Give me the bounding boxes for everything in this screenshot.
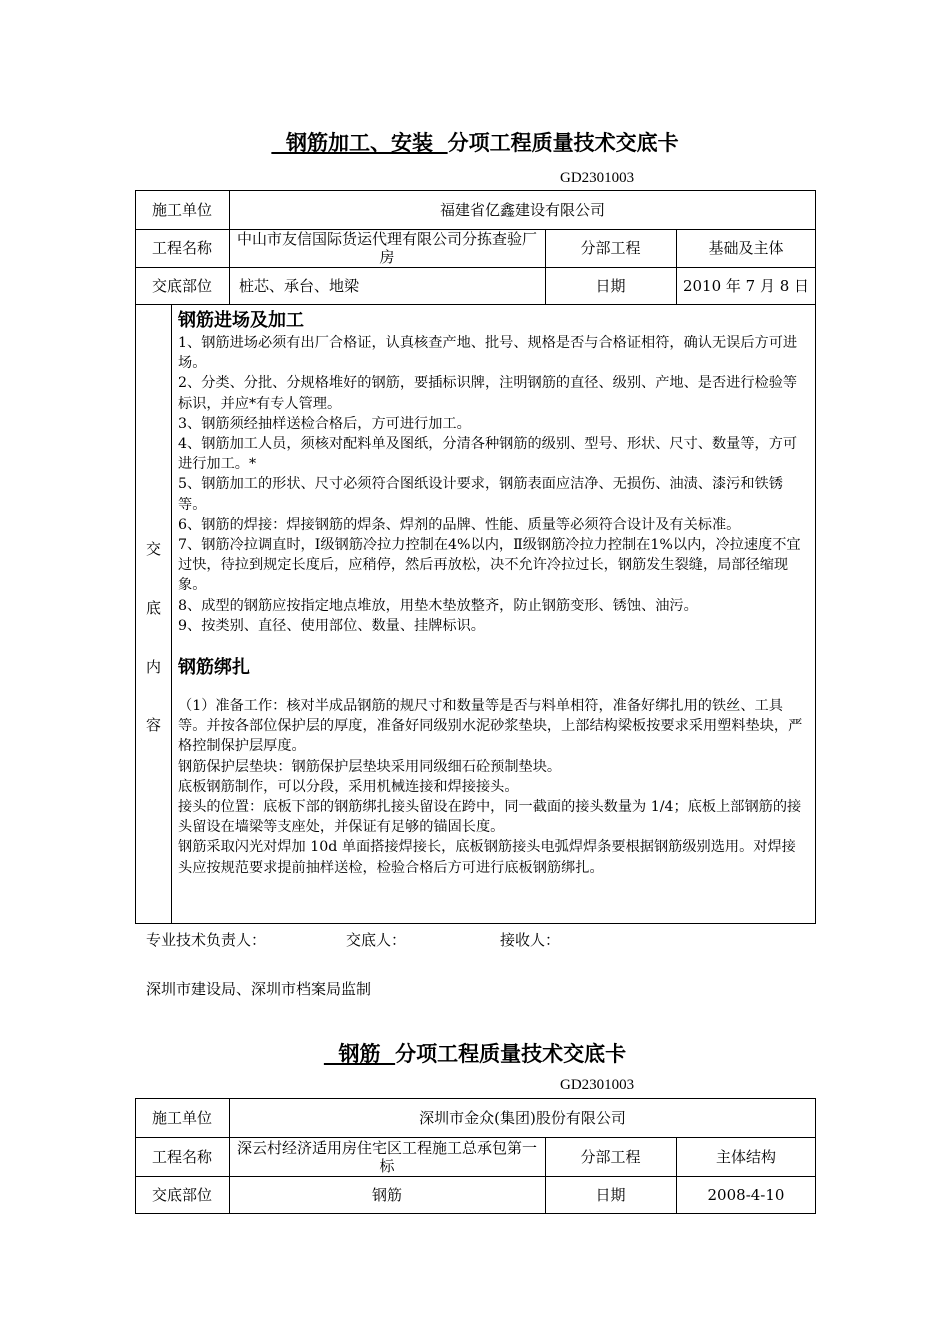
card2-title-blank: 钢筋	[338, 1042, 381, 1066]
card1-row2-sub-value: 基础及主体	[708, 239, 784, 257]
list-item: 7、钢筋冷拉调直时，Ⅰ级钢筋冷拉力控制在4%以内，Ⅱ级钢筋冷拉力控制在1%以内，冷拉速度不宜过快，待拉到规定长度后，应稍停，然后再放松，决不允许冷拉过长，钢筋发生裂缝，局部径缩现象。	[178, 537, 801, 594]
card2-row1-value: 深圳市金众(集团)股份有限公司	[419, 1108, 626, 1127]
sig-receiver: 接收人：	[500, 931, 561, 949]
sig-tech-lead: 专业技术负责人：	[146, 931, 267, 949]
card1-code: GD2301003	[560, 170, 635, 186]
card1-row3-date-value: 2010 年 7 月 8 日	[682, 276, 810, 295]
list-item: 2、分类、分批、分规格堆好的钢筋，要插标识牌，注明钢筋的直径、级别、产地、是否进行检验等标识，并应*有专人管理。	[178, 375, 798, 412]
card1-row1-label: 施工单位	[151, 200, 212, 219]
list-item: 5、钢筋加工的形状、尺寸必须符合图纸设计要求，钢筋表面应洁净、无损伤、油渍、漆污和铁锈等。	[178, 476, 783, 513]
list-item: 1、钢筋进场必须有出厂合格证，认真核查产地、批号、规格是否与合格证相符，确认无误后方可进场。	[178, 335, 798, 372]
card1-row3-date-label: 日期	[595, 276, 626, 295]
card1-title-rest: 分项工程质量技术交底卡	[447, 131, 679, 155]
supervision-note: 深圳市建设局、深圳市档案局监制	[146, 980, 372, 998]
card2-row2-sub-value: 主体结构	[715, 1147, 776, 1166]
card1-row3-label: 交底部位	[151, 276, 212, 295]
list-item: 接头的位置：底板下部的钢筋绑扎接头留设在跨中，同一截面的接头数量为 1/4；底板上部钢筋的接头留设在墙梁等支座处，并保证有足够的锚固长度。	[178, 799, 802, 836]
card2-row1-label: 施工单位	[151, 1108, 212, 1127]
card1-section1	[178, 309, 808, 636]
card1-row2-label: 工程名称	[151, 239, 212, 257]
card2-row2-sub-label: 分部工程	[580, 1147, 641, 1166]
list-item: 3、钢筋须经抽样送检合格后，方可进行加工。	[178, 415, 471, 432]
card2-row3-date-label: 日期	[595, 1186, 626, 1204]
card1-title-blank: 钢筋加工、安装	[286, 131, 433, 155]
list-item: 底板钢筋制作，可以分段，采用机械连接和焊接接头。	[178, 778, 519, 795]
card1-row1-value: 福建省亿鑫建设有限公司	[439, 200, 605, 219]
card1-section1-heading: 钢筋进场及加工	[178, 310, 304, 331]
list-item: 9、按类别、直径、使用部位、数量、挂牌标识。	[178, 617, 485, 634]
card2-row3-date-value: 2008-4-10	[707, 1186, 785, 1204]
list-item: 8、成型的钢筋应按指定地点堆放，用垫木垫放整齐，防止钢筋变形、锈蚀、油污。	[178, 597, 698, 614]
list-item: （1）准备工作：核对半成品钢筋的规尺寸和数量等是否与料单相符，准备好绑扎用的铁丝、工具等。并按各部位保护层的厚度，准备好同级别水泥砂浆垫块，上部结构梁板按要求采用塑料垫块，严格控制保护层厚度。	[178, 698, 803, 755]
card1-section2	[178, 656, 808, 878]
card2-title-rest: 分项工程质量技术交底卡	[395, 1042, 627, 1066]
list-item: 6、钢筋的焊接：焊接钢筋的焊条、焊剂的品牌、性能、质量等必须符合设计及有关标准。	[178, 516, 741, 533]
card1-section2-heading: 钢筋绑扎	[178, 657, 250, 678]
card2-row2-value: 深云村经济适用房住宅区工程施工总承包第一标	[236, 1138, 537, 1175]
card2-title	[0, 1038, 950, 1068]
card1-row2-value: 中山市友信国际货运代理有限公司分拣查验厂房	[236, 230, 537, 266]
card1-row3-value: 桩芯、承台、地梁	[239, 276, 360, 295]
list-item: 4、钢筋加工人员，须核对配料单及图纸，分清各种钢筋的级别、型号、形状、尺寸、数量等，方可进行加工。*	[178, 436, 798, 473]
card2-row3-value: 钢筋	[371, 1186, 402, 1204]
card1-row2-sub-label: 分部工程	[580, 239, 641, 257]
list-item: 钢筋采取闪光对焊加 10d 单面搭接焊接长，底板钢筋接头电弧焊焊条要根据钢筋级别选用。对焊接头应按规范要求提前抽样送检，检验合格后方可进行底板钢筋绑扎。	[178, 839, 796, 876]
sig-giver: 交底人：	[346, 931, 407, 949]
card2-code: GD2301003	[560, 1077, 635, 1093]
card2-row3-label: 交底部位	[151, 1186, 212, 1204]
card1-title	[0, 127, 950, 157]
list-item: 钢筋保护层垫块：钢筋保护层垫块采用同级细石砼预制垫块。	[178, 758, 562, 775]
card2-row2-label: 工程名称	[151, 1147, 212, 1166]
